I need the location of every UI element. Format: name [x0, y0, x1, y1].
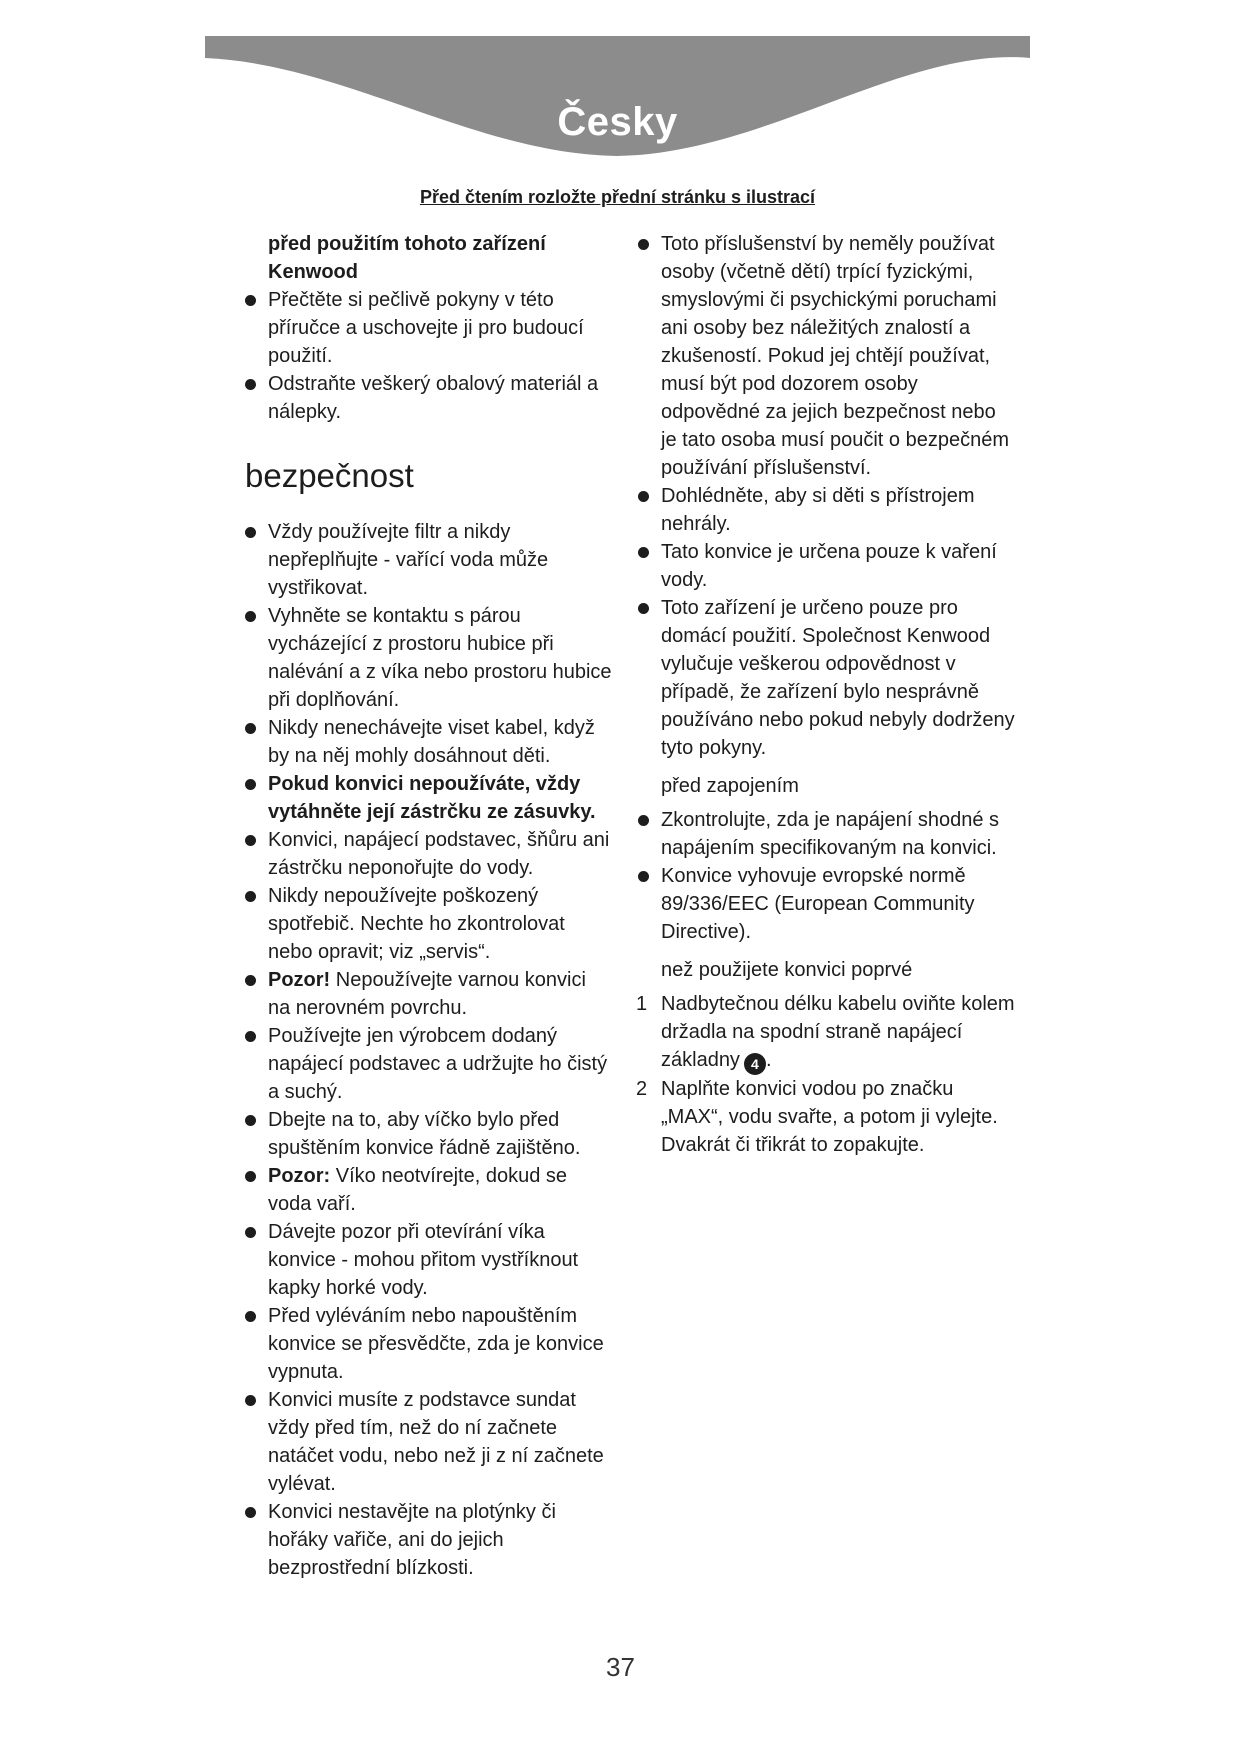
left-column: [243, 230, 613, 1582]
list-item: Konvice vyhovuje evropské normě 89/336/EEC (European Community Directive).: [636, 862, 1016, 946]
list-item: Konvici nestavějte na plotýnky či hořáky vařiče, ani do jejich bezprostřední blízkosti.: [243, 1498, 613, 1582]
list-item: Dohlédněte, aby si děti s přístrojem nehrály.: [636, 482, 1016, 538]
list-item: [243, 966, 613, 1022]
list-item: Dávejte pozor při otevírání víka konvice - mohou přitom vystříknout kapky horké vody.: [243, 1218, 613, 1302]
list-item: Vždy používejte filtr a nikdy nepřeplňujte - vařící voda může vystřikovat.: [243, 518, 613, 602]
intro-heading: před použitím tohoto zařízení Kenwood: [268, 233, 546, 283]
step-item: [636, 1075, 1016, 1159]
page-number: 37: [606, 1652, 635, 1682]
list-item: Vyhněte se kontaktu s párou vycházející z prostoru hubice při nalévání a z víka nebo prostoru hubice při doplňování.: [243, 602, 613, 714]
callout-number-icon: 4: [744, 1053, 766, 1075]
safety-title: bezpečnost: [245, 457, 414, 494]
step-number: 1: [636, 993, 648, 1015]
step-text: Naplňte konvici vodou po značku „MAX“, vodu svařte, a potom ji vylejte. Dvakrát či třikrát to zopakujte.: [661, 1078, 998, 1156]
list-item: Pokud konvici nepoužíváte, vždy vytáhněte její zástrčku ze zásuvky.: [243, 770, 613, 826]
list-item: Přečtěte si pečlivě pokyny v této příručce a uschovejte ji pro budoucí použití.: [243, 286, 613, 370]
before-connecting-heading: před zapojením: [661, 775, 799, 797]
step-text: Nadbytečnou délku kabelu oviňte kolem držadla na spodní straně napájecí základny: [661, 993, 1015, 1071]
step-text-end: .: [765, 1049, 772, 1071]
caution-label: Pozor!: [268, 969, 331, 991]
safety-list-continued: [636, 230, 1016, 762]
intro-list: [243, 286, 613, 426]
connect-list: [636, 806, 1016, 946]
right-column: [636, 230, 1016, 1159]
list-item: Před vyléváním nebo napouštěním konvice se přesvědčte, zda je konvice vypnuta.: [243, 1302, 613, 1386]
list-item: Nikdy nenechávejte viset kabel, když by na něj mohly dosáhnout děti.: [243, 714, 613, 770]
first-use-heading: než použijete konvici poprvé: [661, 959, 913, 981]
list-item: Toto zařízení je určeno pouze pro domácí použití. Společnost Kenwood vylučuje veškerou odpovědnost v případě, že zařízení bylo nesprávně používáno nebo pokud nebyly dodrženy tyto pokyny.: [636, 594, 1016, 762]
list-item: Zkontrolujte, zda je napájení shodné s napájením specifikovaným na konvici.: [636, 806, 1016, 862]
language-header: [205, 36, 1030, 171]
list-item: Tato konvice je určena pouze k vaření vody.: [636, 538, 1016, 594]
list-item: Toto příslušenství by neměly používat osoby (včetně dětí) trpící fyzickými, smyslovými či psychickými poruchami ani osoby bez náležitých znalostí a zkušeností. Pokud jej chtějí používat, musí být pod dozorem osoby odpovědné za jejich bezpečnost nebo je tato osoba musí poučit o bezpečném používání příslušenství.: [636, 230, 1016, 482]
language-title: Česky: [557, 100, 678, 144]
first-use-steps: [636, 990, 1016, 1159]
caution-label: Pozor:: [268, 1165, 331, 1187]
caution-text: Nepoužívejte varnou konvici na nerovném povrchu.: [268, 969, 586, 1019]
safety-list: [243, 518, 613, 1582]
list-item: Nikdy nepoužívejte poškozený spotřebič. Nechte ho zkontrolovat nebo opravit; viz „servis“.: [243, 882, 613, 966]
list-item: Odstraňte veškerý obalový materiál a nálepky.: [243, 370, 613, 426]
list-item: Konvici, napájecí podstavec, šňůru ani zástrčku neponořujte do vody.: [243, 826, 613, 882]
fold-out-instruction: Před čtením rozložte přední stránku s ilustrací: [419, 187, 816, 207]
list-item: Používejte jen výrobcem dodaný napájecí podstavec a udržujte ho čistý a suchý.: [243, 1022, 613, 1106]
list-item: [243, 1162, 613, 1218]
caution-text: Víko neotvírejte, dokud se voda vaří.: [268, 1165, 568, 1215]
step-item: [636, 990, 1016, 1075]
step-number: 2: [636, 1078, 648, 1100]
list-item: Dbejte na to, aby víčko bylo před spuštěním konvice řádně zajištěno.: [243, 1106, 613, 1162]
list-item: Konvici musíte z podstavce sundat vždy před tím, než do ní začnete natáčet vodu, nebo než ji z ní začnete vylévat.: [243, 1386, 613, 1498]
